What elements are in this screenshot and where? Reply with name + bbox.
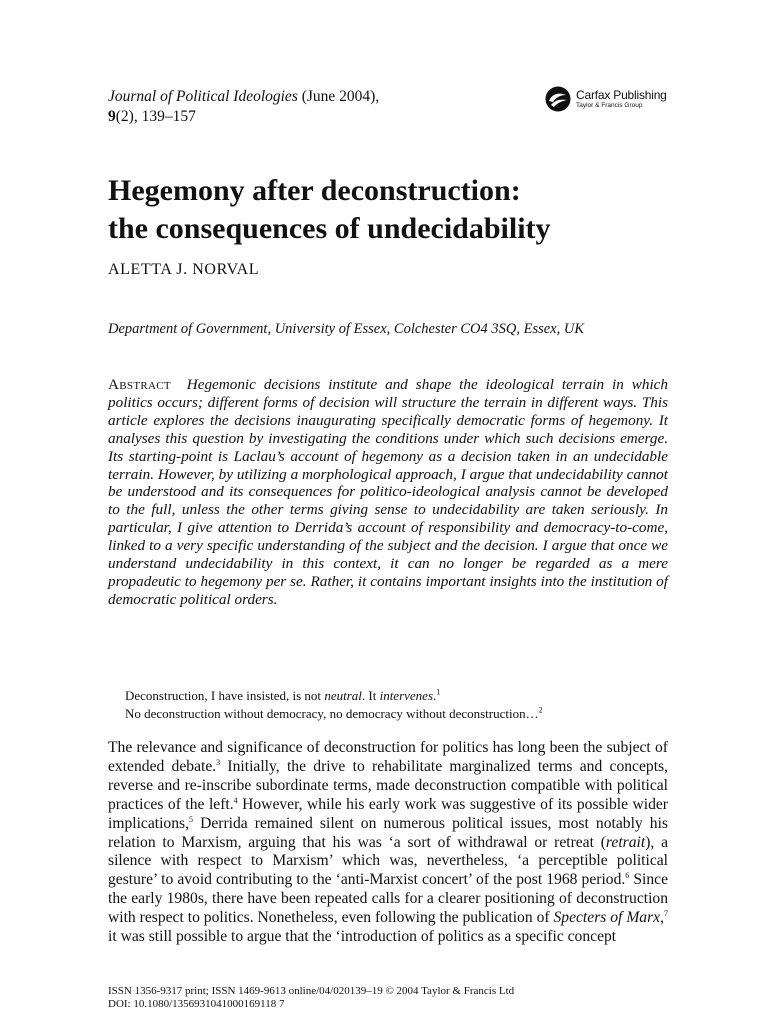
footnote-ref[interactable]: 4 (233, 795, 238, 805)
footnote-ref[interactable]: 2 (538, 705, 543, 715)
body-text: Initially, the drive to rehabilitate marginalized terms and concepts, reverse and re-inscribe subordinate terms, made deconstruction compatible with political practices of the left. (108, 757, 668, 813)
body-text: ), a silence with respect to Marxism’ which was, nevertheless, ‘a perceptible political gesture’ to avoid contributing to the ‘anti-Marxist concert’ of the post 1968 period. (108, 833, 668, 889)
publisher-name: Carfax Publishing (576, 87, 667, 102)
publisher-subtitle: Taylor & Francis Group (576, 101, 643, 109)
publisher-text (576, 89, 667, 110)
footnote-ref[interactable]: 5 (189, 814, 193, 824)
footnote-ref[interactable]: 1 (436, 687, 441, 697)
epigraph-text: No deconstruction without democracy, no democracy without deconstruction… (125, 706, 539, 721)
footnote-ref[interactable]: 6 (625, 871, 630, 881)
book-title: Specters of Marx (553, 909, 661, 927)
author-affiliation: Department of Government, University of Essex, Colchester CO4 3SQ, Essex, UK (108, 321, 585, 337)
article-author: ALETTA J. NORVAL (108, 261, 260, 278)
abstract-label: Abstract (108, 376, 171, 393)
article-title-line-1: Hegemony after deconstruction: (108, 174, 521, 207)
epigraph-line-2 (125, 705, 685, 723)
journal-name: Journal of Political Ideologies (108, 88, 298, 105)
body-text: However, while his early work was suggestive of its possible wider implications, (108, 795, 668, 832)
journal-issue-pages: (2), 139–157 (115, 108, 196, 125)
article-title-line-2: the consequences of undecidability (108, 212, 551, 245)
body-text: it was still possible to argue that the ‘introduction of politics as a specific concept (108, 928, 617, 946)
journal-date: (June 2004), (297, 88, 380, 105)
page-footer (108, 985, 514, 1011)
footnote-ref[interactable]: 3 (216, 757, 221, 767)
epigraph-text: Deconstruction, I have insisted, is not (125, 688, 325, 703)
epigraph-line-1 (125, 687, 685, 705)
abstract (108, 376, 668, 609)
body-paragraph (108, 739, 668, 947)
epigraph-text: . It (361, 688, 380, 703)
epigraph-text: . (433, 688, 437, 703)
body-text: The relevance and significance of deconstruction for politics has long been the subject of extended debate. (108, 739, 668, 775)
body-text: Since the early 1980s, there have been repeated calls for a clearer positioning of deconstruction with respect to politics. Nonetheless, even following the publication of (108, 871, 668, 927)
journal-volume: 9 (108, 108, 116, 125)
footer-issn: ISSN 1356-9317 print; ISSN 1469-9613 online/04/020139–19 © 2004 Taylor & Francis Ltd (108, 985, 515, 997)
journal-line-2 (108, 107, 379, 127)
body-text: , (660, 909, 664, 927)
journal-line-1 (108, 87, 379, 107)
body-emphasis: retrait (605, 833, 646, 851)
abstract-text: Hegemonic decisions institute and shape the ideological terrain in which politics occurs; different forms of decision will structure the terrain in different ways. This article explores the decisions inaugurating specifically democratic forms of hegemony. It analyses this question by investigating the conditions under which such decisions emerge. Its starting-point is Laclau’s account of hegemony as a decision taken in an undecidable terrain. However, by utilizing a morphological approach, I argue that undecidability cannot be understood and its consequences for politico-ideological analysis cannot be developed to the full, unless the other terms giving sense to undecidability are taken seriously. In particular, I give attention to Derrida’s account of responsibility and democracy-to-come, linked to a very specific understanding of the subject and the decision. I argue that once we understand undecidability in this context, it can no longer be regarded as a mere propadeutic to hegemony per se. Rather, it contains important insights into the institution of democratic political orders. (108, 376, 669, 608)
footnote-ref[interactable]: 7 (664, 908, 668, 918)
journal-citation (108, 87, 379, 127)
footer-doi[interactable]: DOI: 10.1080/1356931041000169118 7 (108, 998, 285, 1010)
publisher-block (545, 86, 667, 112)
carfax-logo-icon (545, 86, 571, 112)
article-title (108, 172, 688, 248)
epigraph-emphasis: neutral (324, 688, 362, 703)
body-text: Derrida remained silent on numerous political issues, most notably his relation to Marxism, arguing that his was ‘a sort of withdrawal or retreat ( (108, 814, 668, 851)
epigraph-emphasis: intervenes (379, 688, 433, 703)
epigraph (125, 687, 685, 723)
